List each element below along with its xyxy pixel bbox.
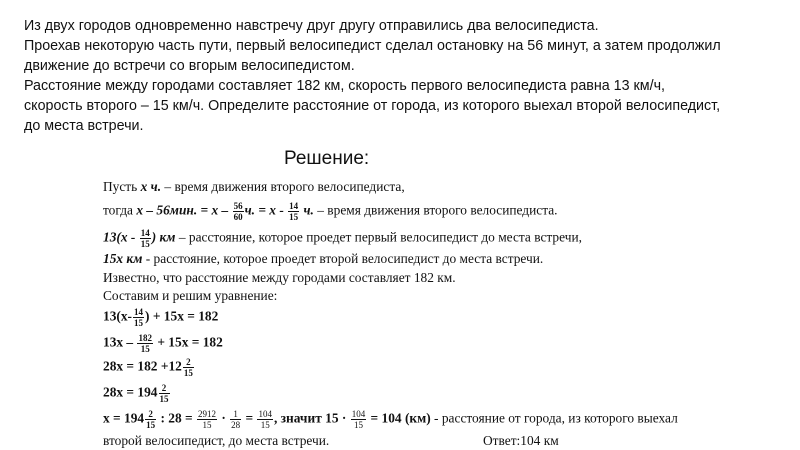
variable: х ч. <box>140 179 162 194</box>
solution-line-4 <box>103 251 543 267</box>
expression: ч. <box>300 202 314 218</box>
expression: : 28 = <box>157 410 196 426</box>
text: тогда <box>103 202 137 218</box>
solution-line-6: Составим и решим уравнение: <box>103 288 278 303</box>
fraction <box>145 409 156 430</box>
denominator: 15 <box>289 212 299 222</box>
expression: 13(х - <box>103 229 139 245</box>
numerator: 14 <box>134 307 144 317</box>
expression: 28х = 194 <box>103 384 158 400</box>
numerator: 2912 <box>197 409 216 419</box>
equation-2 <box>103 333 223 354</box>
expression: = 104 (км) <box>367 410 431 426</box>
text: – время движения второго велосипедиста, <box>161 179 405 194</box>
expression: ) + 15х = 182 <box>145 308 219 324</box>
expression: · <box>217 410 230 426</box>
fraction <box>288 201 299 222</box>
problem-statement <box>24 16 784 136</box>
problem-line: Проехав некоторую часть пути, первый велосипедист сделал остановку на 56 минут, а затем продолжил <box>24 38 721 54</box>
problem-line: до места встречи. <box>24 118 144 134</box>
numerator: 182 <box>138 333 152 343</box>
denominator: 15 <box>159 394 169 404</box>
text: – время движения второго велосипедиста. <box>313 202 558 218</box>
problem-line: скорость второго – 15 км/ч. Определите расстояние от города, из которого выехал второй велосипедист, <box>24 98 721 114</box>
text: – расстояние, которое проедет первый велосипедист до места встречи, <box>175 229 582 245</box>
denominator: 15 <box>260 420 270 430</box>
solution-line-5: Известно, что расстояние между городами составляет 182 км. <box>103 270 456 285</box>
fraction <box>159 383 170 404</box>
denominator: 28 <box>231 420 241 430</box>
denominator: 15 <box>134 318 144 328</box>
fraction <box>140 228 151 249</box>
numerator: 1 <box>230 409 241 420</box>
fraction <box>233 201 244 222</box>
expression: ч. = х - <box>244 202 288 218</box>
equation-5 <box>103 409 678 430</box>
expression: 13х – <box>103 334 137 350</box>
expression: , значит 15 · <box>273 410 350 426</box>
denominator: 15 <box>146 420 156 430</box>
problem-line: Расстояние между городами составляет 182 км, скорость первого велосипедиста равна 13 км/ч, <box>24 78 666 94</box>
fraction <box>230 409 241 430</box>
denominator: 15 <box>183 368 193 378</box>
equation-3 <box>103 357 195 378</box>
problem-line: движение до встречи со вгорым велосипедистом. <box>24 58 355 74</box>
fraction <box>183 357 194 378</box>
numerator: 104 <box>258 409 272 419</box>
fraction <box>133 307 144 328</box>
numerator: 2 <box>145 409 156 420</box>
expression: х = 194 <box>103 410 145 426</box>
fraction <box>137 333 153 354</box>
expression: 13(х- <box>103 308 133 324</box>
numerator: 104 <box>351 409 366 419</box>
denominator: 15 <box>140 344 150 354</box>
text: - расстояние от города, из которого выехал <box>430 410 678 426</box>
equation-1 <box>103 307 218 328</box>
fraction <box>351 409 367 430</box>
expression: х – 56мин. = х – <box>136 202 232 218</box>
problem-line: Из двух городов одновременно навстречу друг другу отправились два велосипедиста. <box>24 18 599 34</box>
text: - расстояние, которое проедет второй велосипедист до места встречи. <box>142 251 544 266</box>
numerator: 56 <box>233 201 243 211</box>
solution-line-2 <box>103 201 558 222</box>
numerator: 2 <box>159 383 170 394</box>
solution-line-3 <box>103 228 582 249</box>
fraction <box>197 409 217 430</box>
solution-last-line: второй велосипедист, до места встречи. <box>103 433 330 448</box>
answer: Ответ:104 км <box>483 433 559 448</box>
equation-4 <box>103 383 171 404</box>
expression: ) км <box>151 229 176 245</box>
solution-line-1 <box>103 179 405 195</box>
expression: 15х км <box>103 251 143 266</box>
denominator: 15 <box>353 420 363 430</box>
expression: = <box>242 410 257 426</box>
fraction <box>257 409 273 430</box>
denominator: 15 <box>140 239 150 249</box>
denominator: 15 <box>202 420 212 430</box>
numerator: 14 <box>289 201 299 211</box>
denominator: 60 <box>233 212 243 222</box>
expression: 28х = 182 +12 <box>103 358 182 374</box>
text: Пусть <box>103 179 141 194</box>
expression: + 15х = 182 <box>153 334 223 350</box>
solution-heading: Решение: <box>284 148 370 169</box>
numerator: 2 <box>183 357 194 368</box>
numerator: 14 <box>140 228 150 238</box>
